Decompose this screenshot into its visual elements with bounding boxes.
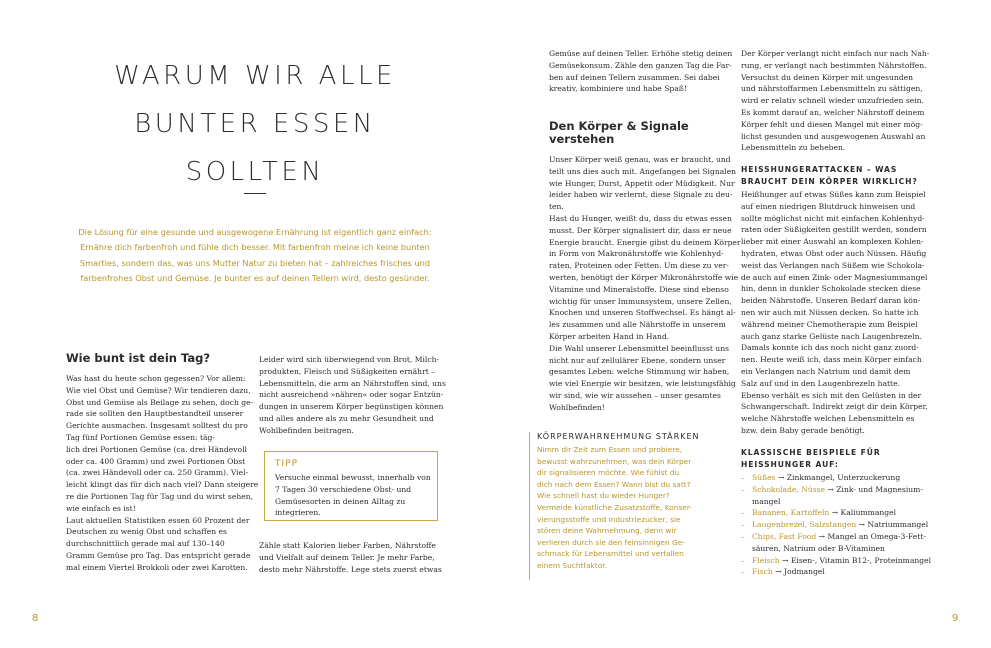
body-line: lich drei Portionen Gemüse (ca. drei Händevoll (66, 444, 247, 454)
sidebar-line: verlieren durch sie den feinsinnigen Ge- (537, 537, 685, 547)
body-line: raten oder Süßigkeiten gestillt werden, sondern (741, 225, 927, 235)
body-line: und nährstoffarmen Lebensmitteln zu sättigen, (741, 84, 923, 94)
title-line-1: WARUM WIR ALLE (114, 61, 396, 91)
body-line: und Vielfalt auf deinem Teller. Je mehr Farbe, (259, 552, 435, 562)
body-line: während meiner Chemotherapie zum Beispiel (741, 319, 918, 329)
body-line: nen wir auch mit Nüssen decken. So hatte ich (741, 307, 919, 317)
heading-line: BRAUCHT DEIN KÖRPER WIRKLICH? (741, 176, 918, 186)
intro-line: Die Lösung für eine gesunde und ausgewogene Ernährung ist eigentlich ganz einfach: (78, 227, 432, 237)
title-line-3: SOLLTEN (185, 157, 325, 187)
list-foods: Fisch (752, 567, 773, 577)
list-item (741, 519, 931, 531)
heisshunger-heading (741, 164, 918, 188)
body-line: nicht ausreichend »nähren« oder sogar Entzün- (259, 390, 444, 400)
body-line: Versuchst du deinen Körper mit ungesunden (741, 72, 914, 82)
column2-bottom-body (259, 540, 442, 575)
body-line: Gemüse auf deinen Teller. Erhöhe stetig deinen (549, 49, 733, 58)
tip-line: Versuche einmal bewusst, innerhalb von (275, 473, 431, 482)
column3-body (549, 154, 741, 414)
sidebar-line: vierungsstoffe und Industriezucker, sie (537, 514, 681, 524)
body-line: musst. Der Körper signalisiert dir, dass er neue (549, 225, 732, 235)
body-line: Schwangerschaft. Indirekt zeigt dir dein Körper, (741, 402, 928, 412)
body-line: Unser Körper weiß genau, was er braucht, und (549, 155, 731, 164)
body-line: wir sind, wie wir aussehen – unser gesamtes (549, 390, 721, 400)
column4-top-body (741, 48, 929, 154)
page-number-right: 9 (952, 613, 959, 624)
heading-line: HEISSHUNGER AUF: (741, 459, 839, 469)
tip-line: integrieren. (275, 508, 321, 518)
body-line: Was hast du heute schon gegessen? Vor allem: (66, 374, 246, 383)
intro-line: Smarties, sondern das, was uns Mutter Natur zu bieten hat – zahlreiches frisches und (79, 257, 431, 268)
list-item (741, 472, 931, 484)
body-line: desto mehr Nährstoffe. Lege stets zuerst etwas (259, 564, 442, 574)
body-line: nicht nur auf zellulärer Ebene, sondern unser (549, 355, 726, 365)
body-line: Deutschen zu wenig Obst und schaffen es (66, 527, 227, 537)
list-foods: Fleisch (752, 555, 780, 565)
body-line: welche Nährstoffe welchen Lebensmitteln es (741, 414, 915, 424)
page-number-left: 8 (32, 613, 39, 624)
body-line: Obst und Gemüse als Beilage zu sehen, doch ge- (66, 397, 254, 407)
examples-heading (741, 447, 881, 471)
body-line: de auch auf einen Zink- oder Magnesiummangel (741, 272, 928, 282)
body-line: mal einem Viertel Brokkoli oder zwei Karotten. (66, 562, 248, 572)
list-item (741, 484, 931, 496)
body-line: (ca. zwei Händevoll oder ca. 250 Gramm). Viel- (66, 468, 249, 478)
sidebar-line: einem Suchtfaktor. (537, 560, 607, 570)
body-line: Der Körper verlangt nicht einfach nur nach Nah- (741, 49, 930, 58)
body-line: Damals konnte ich das noch nicht ganz zuord- (741, 343, 919, 353)
list-dash: – (741, 508, 745, 518)
list-dash: – (741, 473, 745, 482)
body-line: Laut aktuellen Statistiken essen 60 Prozent der (66, 515, 250, 525)
body-line: Wohlbefinden! (549, 402, 605, 412)
body-line: Leider wird sich überwiegend von Brot, Milch- (259, 355, 440, 364)
body-line: Gramm Gemüse pro Tag. Das entspricht gerade (66, 550, 251, 560)
heading-line: verstehen (549, 132, 615, 146)
sidebar-line: dir signalisieren möchte. Wie fühlst du (537, 468, 680, 478)
page-title (60, 52, 450, 196)
list-foods: Schokolade, Nüsse (752, 484, 826, 494)
list-deficiency: Zink- und Magnesium- (836, 484, 923, 494)
body-line: Salz auf und in den Laugenbrezeln hatte. (741, 378, 901, 388)
list-dash: – (741, 555, 745, 565)
tip-title: TIPP (275, 459, 299, 469)
tip-line: Gemüsesorten in deinen Alltag zu (275, 496, 406, 506)
body-line: bzw. dein Baby gerade benötigt. (741, 425, 865, 435)
list-dash: – (741, 531, 745, 541)
body-line: rung, er verlangt nach bestimmten Nährstoffen. (741, 60, 927, 70)
arrow-right-icon: → (858, 520, 866, 530)
body-line: leicht klingt das für dich nach viel? Dann steigere (66, 480, 259, 490)
body-line: wie viel Energie wir besitzen, wie leistungsfähig (549, 379, 736, 389)
body-line: auf einen niedrigen Blutdruck hinweisen und (741, 201, 916, 211)
list-deficiency: Eisen-, Vitamin B12-, Proteinmangel (790, 555, 932, 565)
sidebar-line: Nimm dir Zeit zum Essen und probiere, (537, 445, 682, 454)
body-line: raten, Proteinen oder Fetten. Um diese zu ver- (549, 261, 729, 271)
body-line: und alles andere als zu mehr Gesundheit und (259, 413, 434, 423)
sidebar-rule (529, 432, 530, 580)
column2-body (259, 354, 446, 437)
list-deficiency: Natriummangel (867, 520, 929, 530)
body-line: hydraten, etwas Obst oder auch Nüssen. Häufig (741, 248, 927, 258)
section1-body (66, 373, 258, 574)
body-line: Körper fehlt und diesen Mangel mit einer mög- (741, 119, 923, 129)
body-line: Tag fünf Portionen Gemüse essen: täg- (66, 432, 215, 442)
body-line: beiden Nährstoffe. Unseren Bedarf daran kön- (741, 296, 921, 306)
arrow-right-icon: → (818, 531, 826, 541)
body-line: Vitamine und Mineralstoffe. Diese sind ebenso (549, 284, 729, 294)
list-deficiency: Mangel an Omega-3-Fett- (827, 531, 926, 541)
examples-list (741, 472, 931, 578)
list-continuation: mangel (752, 496, 781, 506)
list-deficiency: Zinkmangel, Unterzuckerung (786, 473, 901, 482)
list-dash: – (741, 520, 745, 530)
intro-paragraph (72, 225, 438, 286)
body-line: auch ganz starke Gelüste nach Laugenbrezeln. (741, 331, 922, 341)
body-line: Energie braucht. Energie gibst du deinem Körper (549, 237, 741, 247)
title-divider (244, 193, 266, 194)
list-foods: Chips, Fast Food (752, 531, 817, 541)
section-heading-koerper-signale (549, 120, 689, 146)
body-line: Zähle statt Kalorien lieber Farben, Nährstoffe (259, 541, 436, 550)
body-line: re die Portionen Tag für Tag und du wirst sehen, (66, 491, 254, 501)
body-line: wird er relativ schnell wieder unzufrieden sein. (741, 96, 924, 106)
body-line: sollte möglichst nicht mit einfachen Kohlenhyd- (741, 213, 925, 223)
list-dash: – (741, 567, 745, 577)
body-line: Die Wahl unserer Lebensmittel beeinflusst uns (549, 343, 729, 353)
sidebar-line: stören deine Wahrnehmung, denn wir (537, 526, 677, 536)
body-line: Hast du Hunger, weißt du, dass du etwas essen (549, 213, 732, 223)
list-foods: Bananen, Kartoffeln (752, 508, 830, 518)
body-line: weist das Verlangen nach Süßem wie Schokola- (741, 260, 925, 270)
arrow-right-icon: → (827, 484, 834, 494)
body-line: Körper arbeiten Hand in Hand. (549, 331, 670, 341)
body-line: Es kommt darauf an, welcher Nährstoff deinem (741, 107, 925, 117)
sidebar-body (537, 444, 692, 572)
heading-line: Den Körper & Signale (549, 119, 689, 133)
body-line: teilt uns dies auch mit. Angefangen bei Signalen (549, 166, 737, 176)
list-item (741, 566, 931, 578)
body-line: Knochen und unseren Stoffwechsel. Es hängt al- (549, 308, 736, 318)
body-line: durchschnittlich gerade mal auf 130–140 (66, 539, 225, 549)
body-line: ben auf deinen Tellern zusammen. Sei dabei (549, 72, 720, 82)
body-line: lieber mit einer Auswahl an komplexen Kohlen- (741, 237, 924, 247)
list-continuation: säuren, Natrium oder B-Vitaminen (752, 543, 885, 553)
heading-line: KLASSISCHE BEISPIELE FÜR (741, 448, 881, 457)
list-dash: – (741, 484, 745, 494)
sidebar-line: schmack für Lebensmittel und verfallen (537, 549, 684, 559)
list-foods: Süßes (752, 473, 776, 482)
column4-body (741, 189, 928, 437)
body-line: wie einfach es ist! (66, 503, 136, 513)
sidebar-line: Wie schnell hast du wieder Hunger? (537, 491, 670, 501)
list-foods: Laugenbrezel, Salzstangen (752, 520, 857, 530)
body-line: Wie viel Obst und Gemüse? Wir tendieren dazu, (66, 385, 251, 395)
body-line: ein Verlangen nach Natrium und damit dem (741, 366, 911, 376)
body-line: ten. (549, 202, 564, 212)
body-line: Ebenso verhält es sich mit den Gelüsten in der (741, 390, 922, 400)
heading-line: HEISSHUNGERATTACKEN – WAS (741, 165, 898, 174)
section-heading-wie-bunt: Wie bunt ist dein Tag? (66, 351, 211, 365)
body-line: Lebensmitteln zu beheben. (741, 143, 846, 153)
body-line: Gemüsekonsum. Zähle den ganzen Tag die Far- (549, 60, 732, 70)
body-line: oder ca. 400 Gramm) und zwei Portionen Obst (66, 456, 246, 466)
title-line-2: BUNTER ESSEN (134, 109, 376, 139)
column3-top-body (549, 48, 732, 95)
list-deficiency: Jodmangel (783, 567, 825, 577)
intro-line: Ernähre dich farbenfroh und fühle dich besser. Mit farbenfroh meine ich keine bunten (80, 242, 430, 253)
body-line: leider haben wir verlernt, diese Signale zu deu- (549, 190, 733, 200)
body-line: produkten, Fleisch und Süßigkeiten ernährt – (259, 366, 435, 376)
tip-body (275, 472, 431, 519)
body-line: kreativ, kombiniere und habe Spaß! (549, 84, 687, 94)
body-line: hin, denn in dunkler Schokolade stecken diese (741, 284, 921, 294)
tip-line: 7 Tagen 30 verschiedene Obst- und (275, 484, 412, 494)
list-item (741, 531, 931, 543)
list-deficiency: Kaliummangel (840, 508, 897, 518)
list-item (741, 507, 931, 519)
arrow-right-icon: → (831, 508, 839, 518)
arrow-right-icon: → (777, 473, 785, 482)
body-line: in Form von Makronährstoffe wie Kohlenhyd- (549, 249, 724, 259)
arrow-right-icon: → (782, 555, 789, 565)
body-line: Gerichte ausmachen. Insgesamt solltest du pro (66, 421, 248, 431)
body-line: wie Hunger, Durst, Appetit oder Müdigkeit. Nur (549, 178, 735, 188)
body-line: rade sie sollten den Hauptbestandteil unserer (66, 409, 244, 419)
body-line: werten, benötigt der Körper Mikronährstoffe wie (549, 272, 739, 282)
sidebar-line: bewusst wahrzunehmen, was dein Körper (537, 456, 692, 466)
body-line: Heißhunger auf etwas Süßes kann zum Beispiel (741, 190, 926, 199)
body-line: Wohlbefinden beitragen. (259, 425, 354, 435)
sidebar-line: dich nach dem Essen? Wann bist du satt? (537, 479, 691, 489)
body-line: nen. Heute weiß ich, dass mein Körper einfach (741, 355, 922, 365)
body-line: wichtig für unser Immunsystem, unsere Zellen, (549, 296, 732, 306)
body-line: les zusammen und alle Nährstoffe in unserem (549, 320, 726, 330)
list-item (741, 555, 931, 567)
body-line: Lebensmitteln, die arm an Nährstoffen sind, uns (259, 378, 446, 388)
body-line: lichst gesunden und ausgewogenen Auswahl an (741, 131, 926, 141)
arrow-right-icon: → (775, 567, 782, 577)
sidebar-title: KÖRPERWAHRNEHMUNG STÄRKEN (537, 432, 700, 441)
sidebar-line: Vermeide künstliche Zusatzstoffe, Konser- (537, 502, 693, 512)
body-line: dungen in unserem Körper begünstigen können (259, 402, 444, 412)
body-line: gesamtes Leben: welche Stimmung wir haben, (549, 367, 730, 377)
intro-line: farbenfrohes Obst und Gemüse. Je bunter es auf deinen Tellern wird, desto gesünder. (80, 272, 430, 283)
